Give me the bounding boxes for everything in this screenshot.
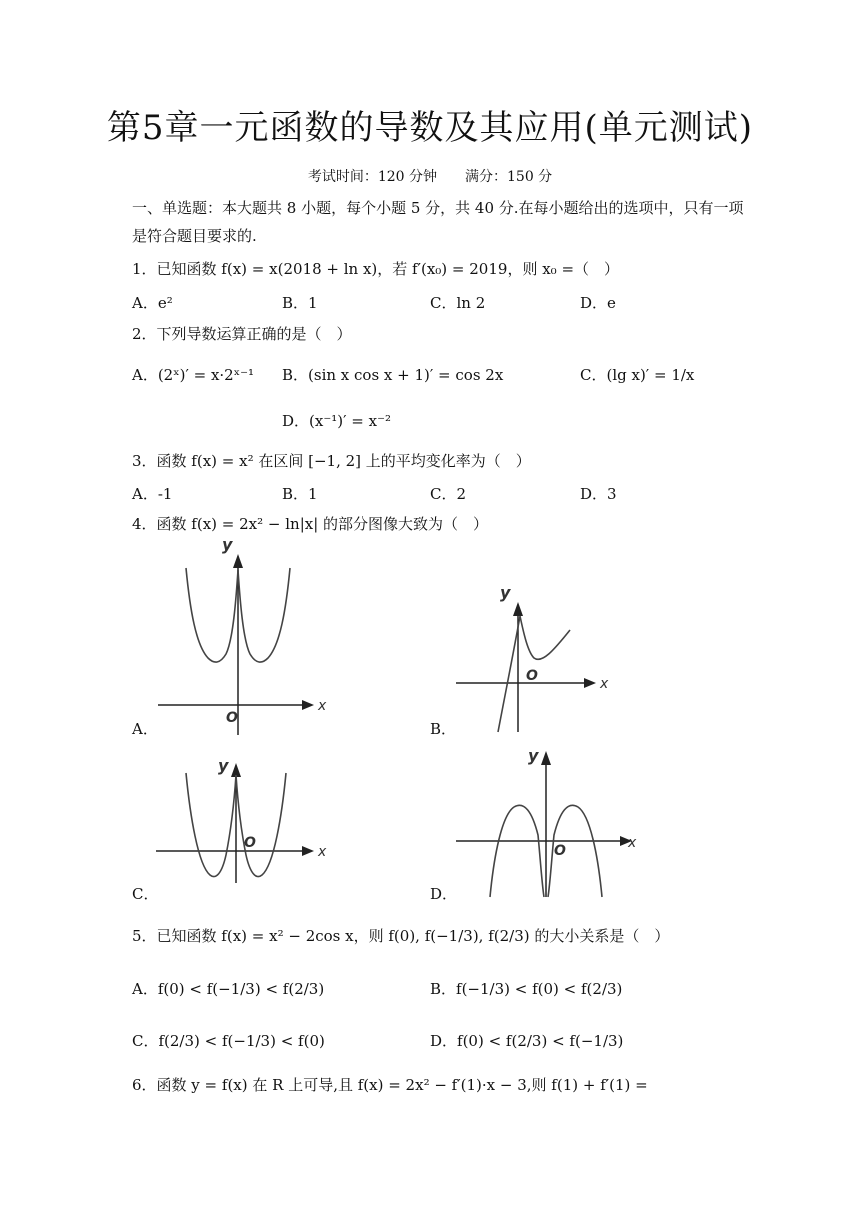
q3-option-c: C．2	[430, 485, 467, 503]
graph-d-y-label: y	[528, 746, 539, 765]
graph-a-y-label: y	[222, 540, 233, 554]
section-intro-line-1: 一、单选题：本大题共 8 小题，每个小题 5 分，共 40 分.在每小题给出的选项中，只有一项	[132, 199, 744, 217]
q5-option-c: C．f(2/3) < f(−1/3) < f(0)	[132, 1032, 325, 1050]
graph-d-x-label: x	[628, 835, 637, 851]
q3-option-a: A．-1	[132, 485, 173, 503]
graph-d	[450, 745, 650, 900]
question-3-stem: 3．函数 f(x) = x² 在区间 [−1, 2] 上的平均变化率为（ ）	[132, 452, 531, 470]
question-1-stem: 1．已知函数 f(x) = x(2018 + ln x)，若 f′(x₀) = 2019，则 x₀ =（ ）	[132, 260, 620, 278]
question-4-stem: 4．函数 f(x) = 2x² − ln|x| 的部分图像大致为（ ）	[132, 515, 489, 533]
q5-option-b: B．f(−1/3) < f(0) < f(2/3)	[430, 980, 623, 998]
graph-a	[150, 540, 350, 740]
q4-option-a: A．	[132, 720, 158, 738]
page-title: 第5章一元函数的导数及其应用(单元测试)	[106, 108, 754, 148]
question-5-stem: 5．已知函数 f(x) = x² − 2cos x，则 f(0), f(−1/3), f(2/3) 的大小关系是（ ）	[132, 927, 670, 945]
q2-option-d: D．(x⁻¹)′ = x⁻²	[282, 412, 392, 430]
q4-option-d: D．	[430, 885, 458, 903]
graph-a-x-label: x	[318, 698, 327, 714]
q2-option-b: B．(sin x cos x + 1)′ = cos 2x	[282, 366, 504, 384]
q3-option-b: B．1	[282, 485, 318, 503]
q4-option-c: C．	[132, 885, 159, 903]
graph-b	[450, 580, 650, 740]
q1-option-d: D．e	[580, 294, 616, 312]
graph-b-y-label: y	[500, 583, 511, 602]
q5-option-d: D．f(0) < f(2/3) < f(−1/3)	[430, 1032, 624, 1050]
graph-b-x-label: x	[600, 676, 609, 692]
q4-option-b: B．	[430, 720, 457, 738]
q1-option-c: C．ln 2	[430, 294, 486, 312]
question-6-stem: 6．函数 y = f(x) 在 R 上可导,且 f(x) = 2x² − f′(1)·x − 3,则 f(1) + f′(1) =	[132, 1076, 648, 1094]
q3-option-d: D．3	[580, 485, 617, 503]
question-2-stem: 2．下列导数运算正确的是（ ）	[132, 325, 352, 343]
graph-c-y-label: y	[218, 756, 229, 775]
q2-option-a: A．(2ˣ)′ = x·2ˣ⁻¹	[132, 366, 255, 384]
q2-option-c: C．(lg x)′ = 1/x	[580, 366, 695, 384]
graph-c	[150, 755, 350, 885]
graph-b-origin-label: O	[526, 668, 538, 684]
graph-c-x-label: x	[318, 844, 327, 860]
graph-a-origin-label: O	[226, 710, 238, 726]
q5-option-a: A．f(0) < f(−1/3) < f(2/3)	[132, 980, 325, 998]
graph-c-origin-label: O	[244, 835, 256, 851]
q1-option-a: A．e²	[132, 294, 173, 312]
q1-option-b: B．1	[282, 294, 318, 312]
exam-info: 考试时间：120 分钟 满分：150 分	[307, 169, 553, 185]
section-intro-line-2: 是符合题目要求的.	[132, 227, 257, 245]
graph-d-origin-label: O	[554, 843, 566, 859]
